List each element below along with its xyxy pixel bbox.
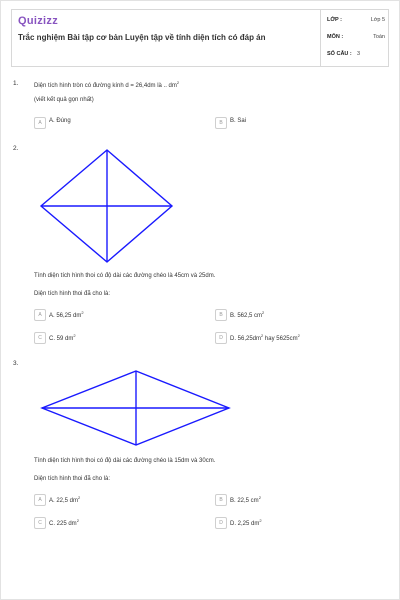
option-text: C. 59 $dm^2$ <box>49 333 76 342</box>
quizizz-logo: Quizizz <box>18 15 58 27</box>
option-letter: A <box>34 494 46 506</box>
option-text: B. Sai <box>230 118 247 124</box>
question-2-text: Tính diện tích hình thoi có độ dài các đường chéo là 45cm và 25dm. <box>34 273 216 279</box>
option-letter: C <box>34 517 46 529</box>
question-number-1: 1. <box>13 80 19 87</box>
option-text: A. 22,5 $dm^2$ <box>49 495 81 504</box>
rhombus-figure-q2 <box>41 150 172 262</box>
option-letter: C <box>34 332 46 344</box>
option-text: B. 22,5 $cm^2$ <box>230 495 261 504</box>
option-letter: B <box>215 309 227 321</box>
info-value-subject: Toán <box>373 34 385 40</box>
option-letter: D <box>215 332 227 344</box>
option-text: D. 2,25 $dm^2$ <box>230 518 262 527</box>
option-text: A. Đúng <box>49 118 71 124</box>
option-letter: B <box>215 117 227 129</box>
question-1-note: (viết kết quả gọn nhất) <box>34 97 94 103</box>
info-label-count: SỐ CÂU : <box>327 51 352 57</box>
option-letter: B <box>215 494 227 506</box>
option-text: B. 562,5 $cm^2$ <box>230 310 265 319</box>
question-number-3: 3. <box>13 360 19 367</box>
question-3-prompt: Diện tích hình thoi đã cho là: <box>34 476 111 482</box>
question-2-prompt: Diện tích hình thoi đã cho là: <box>34 291 111 297</box>
info-value-class: Lớp 5 <box>370 17 385 23</box>
option-letter: A <box>34 117 46 129</box>
question-number-2: 2. <box>13 145 19 152</box>
info-value-count: 3 <box>357 51 361 57</box>
option-text: D. $56,25dm^2$ hay $5625cm^2$ <box>230 333 300 342</box>
option-letter: D <box>215 517 227 529</box>
option-text: C. 225 $dm^2$ <box>49 518 79 527</box>
question-3-text: Tính diện tích hình thoi có độ dài các đường chéo là 15dm và 30cm. <box>34 458 216 464</box>
rhombus-figure-q3 <box>42 371 229 445</box>
option-letter: A <box>34 309 46 321</box>
worksheet-title: Trắc nghiệm Bài tập cơ bản Luyện tập về tính diện tích có đáp án <box>18 33 266 42</box>
info-label-class: LỚP : <box>327 17 342 23</box>
info-label-subject: MÔN : <box>327 34 344 40</box>
question-1-text: Diện tích hình tròn có đường kính d = 26,4dm là .. $dm^2$ <box>34 80 180 89</box>
option-text: A. 56,25 $dm^2$ <box>49 310 84 319</box>
